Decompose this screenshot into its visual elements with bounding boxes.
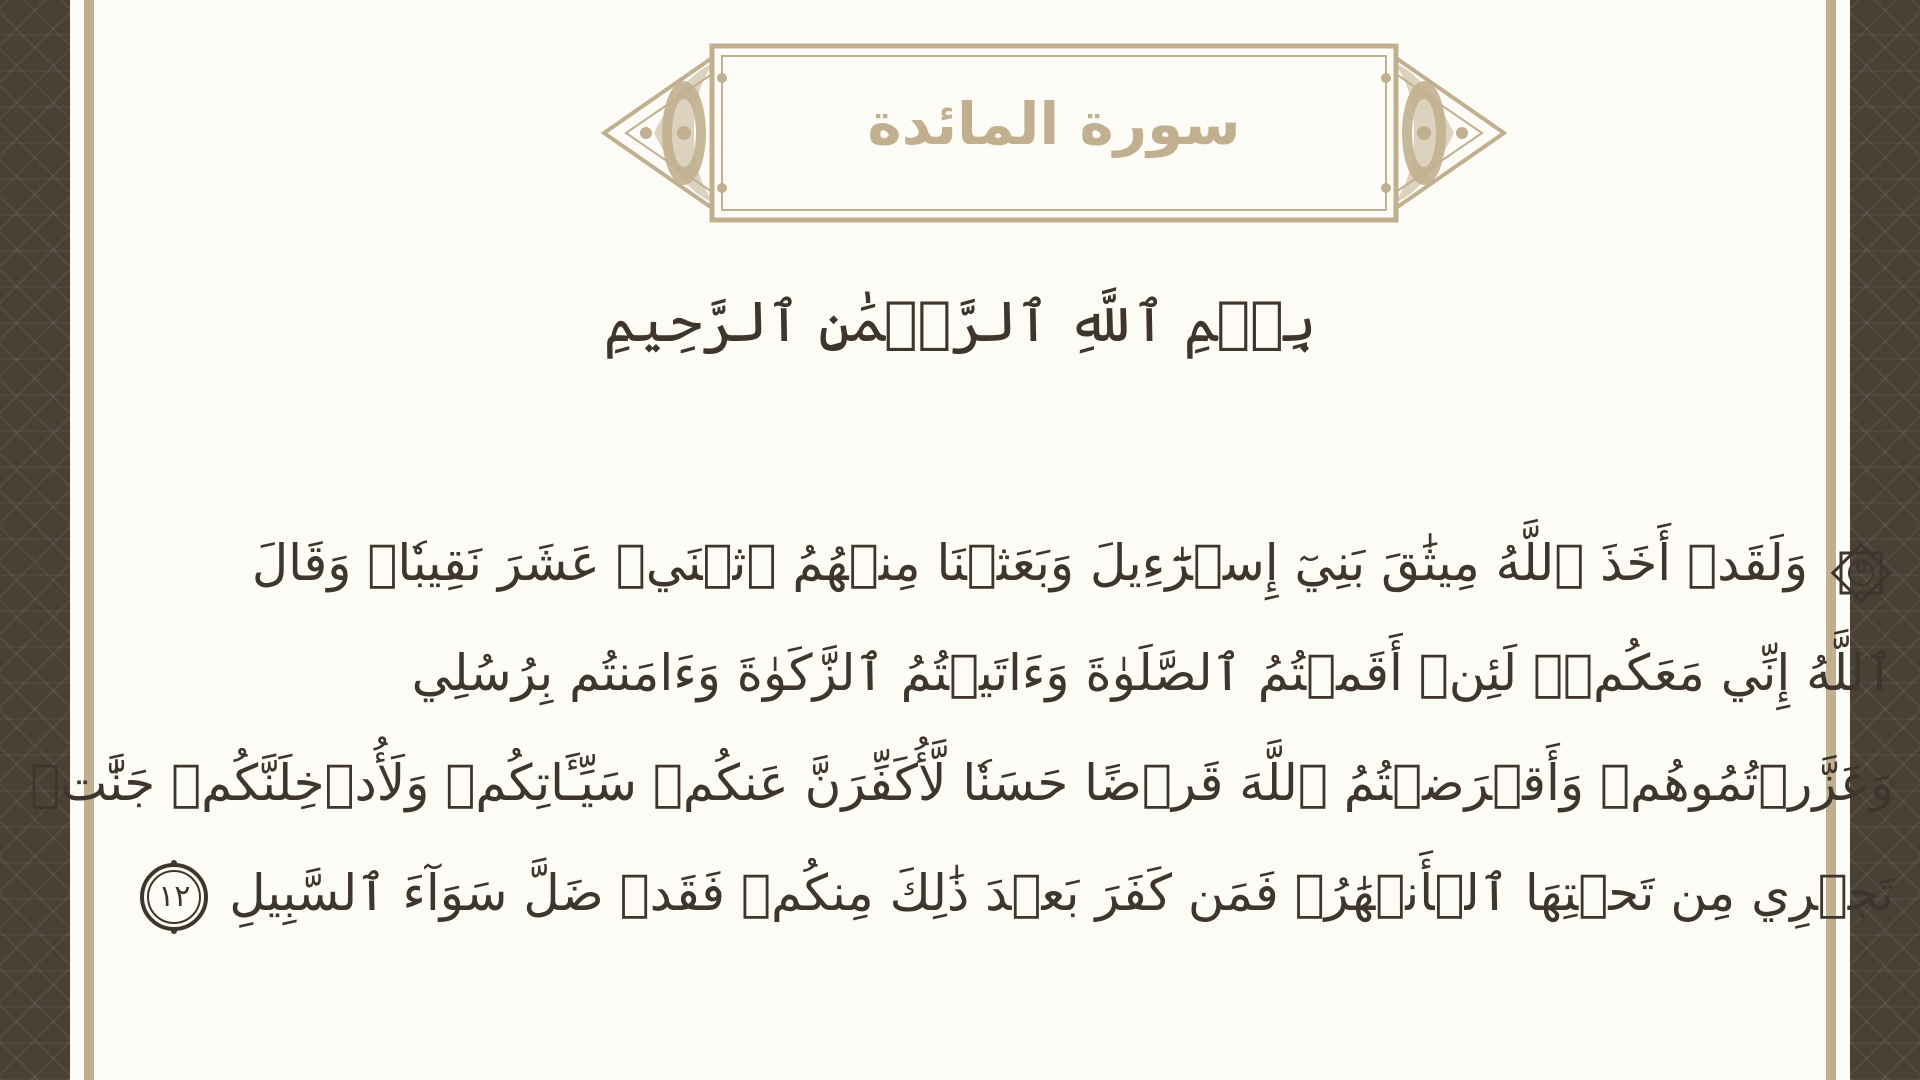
verse-line-1 [234,508,1894,618]
left-gold-rule [84,0,94,1080]
ayah-number: ١٢ [158,878,191,914]
verse-line-3 [30,728,1894,838]
verse-line-4 [158,838,1894,948]
verse-line-2 [234,618,1894,728]
basmala: بِسۡمِ ٱللَّهِ ٱلرَّحۡمَٰنِ ٱلرَّحِيمِ [603,290,1317,355]
mushaf-page [30,0,1894,1080]
hizb-marker-number: ٥ [1855,553,1867,579]
verse-text-line-2: ٱللَّهُ إِنِّي مَعَكُمۡۖ لَئِنۡ أَقَمۡتُمُ ٱلصَّلَوٰةَ وَءَاتَيۡتُمُ ٱلزَّكَوٰةَ وَءَامَنتُم بِرُسُلِي [411,644,1894,702]
verse-text-line-3: وَعَزَّرۡتُمُوهُمۡ وَأَقۡرَضۡتُمُ ٱللَّهَ قَرۡضًا حَسَنٗا لَّأُكَفِّرَنَّ عَنكُمۡ سَيِّـَٔاتِكُمۡ وَلَأُدۡخِلَنَّكُمۡ جَنَّٰتٖ [30,754,1894,812]
verse-text-line-4: تَجۡرِي مِن تَحۡتِهَا ٱلۡأَنۡهَٰرُۚ فَمَن كَفَرَ بَعۡدَ ذَٰلِكَ مِنكُمۡ فَقَدۡ ضَلَّ سَوَآءَ ٱلسَّبِيلِ [229,864,1894,922]
ayah-end-marker-icon [137,860,211,934]
surah-title: سورة المائدة [867,90,1241,158]
verse-text-line-1: وَلَقَدۡ أَخَذَ ٱللَّهُ مِيثَٰقَ بَنِيٓ إِسۡرَٰٓءِيلَ وَبَعَثۡنَا مِنۡهُمُ ٱثۡنَيۡ عَشَرَ نَقِيبٗاۖ وَقَالَ [251,534,1808,592]
verse-block [30,508,1894,948]
rub-el-hizb-marker-icon [1828,534,1894,600]
left-ornamental-border [0,0,70,1080]
surah-header-frame [594,38,1514,228]
